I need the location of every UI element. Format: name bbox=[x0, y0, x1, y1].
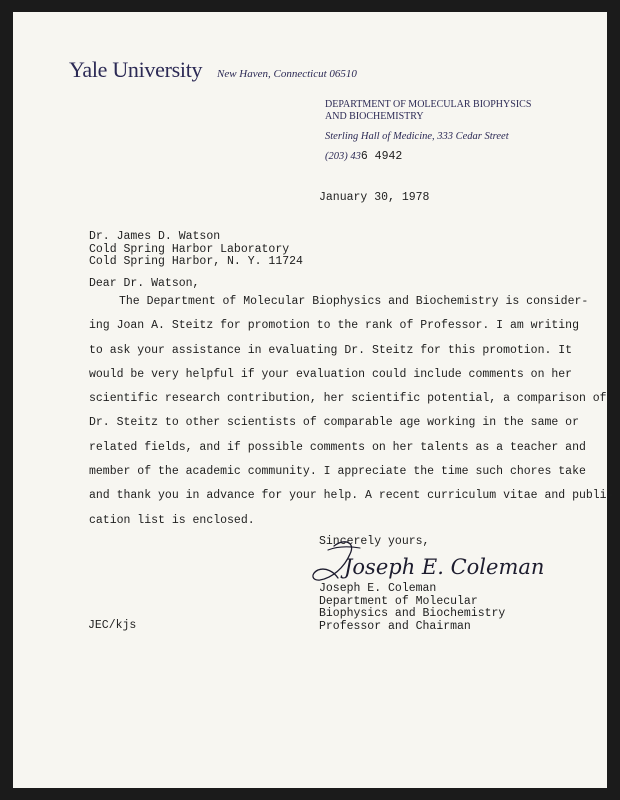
department-address: Sterling Hall of Medicine, 333 Cedar Street bbox=[325, 131, 509, 142]
signer-block bbox=[319, 583, 505, 633]
recipient-address bbox=[89, 231, 303, 269]
body-line: cation list is enclosed. bbox=[89, 513, 255, 527]
typist-initials: JEC/kjs bbox=[88, 619, 137, 632]
recipient-line: Cold Spring Harbor, N. Y. 11724 bbox=[89, 255, 303, 268]
department-line: AND BIOCHEMISTRY bbox=[325, 111, 424, 122]
body-line: Dr. Steitz to other scientists of comparable age working in the same or bbox=[89, 416, 579, 430]
department-phone bbox=[325, 146, 402, 164]
phone-prefix: (203) 43 bbox=[325, 151, 361, 162]
body-line: The Department of Molecular Biophysics and Biochemistry is consider- bbox=[119, 295, 589, 308]
letter-page bbox=[13, 12, 614, 788]
recipient-line: Cold Spring Harbor Laboratory bbox=[89, 242, 290, 256]
closing: Sincerely yours, bbox=[319, 535, 430, 548]
institution-city: New Haven, Connecticut 06510 bbox=[217, 68, 357, 80]
body-line: member of the academic community. I appreciate the time such chores take bbox=[89, 465, 586, 479]
signer-title-line: Professor and Chairman bbox=[319, 619, 471, 633]
department-name bbox=[325, 99, 531, 123]
institution-name: Yale University bbox=[69, 57, 203, 82]
body-line: to ask your assistance in evaluating Dr. Steitz for this promotion. It bbox=[89, 343, 573, 357]
body-line: ing Joan A. Steitz for promotion to the rank of Professor. I am writing bbox=[89, 319, 579, 333]
signer-title-line: Biophysics and Biochemistry bbox=[319, 607, 506, 620]
body-line: related fields, and if possible comments on her talents as a teacher and bbox=[89, 440, 586, 454]
letter-body bbox=[89, 290, 614, 533]
salutation: Dear Dr. Watson, bbox=[89, 277, 200, 290]
body-line: and thank you in advance for your help. A recent curriculum vitae and publi- bbox=[89, 489, 614, 503]
body-line: scientific research contribution, her scientific potential, a comparison of bbox=[89, 392, 607, 406]
phone-suffix: 6 4942 bbox=[360, 150, 403, 163]
signature-script: Joseph E. Coleman bbox=[344, 555, 545, 579]
recipient-line: Dr. James D. Watson bbox=[89, 230, 221, 243]
body-line: would be very helpful if your evaluation could include comments on her bbox=[89, 367, 573, 381]
letter-date: January 30, 1978 bbox=[319, 191, 430, 204]
signer-name: Joseph E. Coleman bbox=[319, 582, 437, 595]
signer-title-line: Department of Molecular bbox=[319, 594, 478, 608]
department-line: DEPARTMENT OF MOLECULAR BIOPHYSICS bbox=[325, 99, 532, 110]
